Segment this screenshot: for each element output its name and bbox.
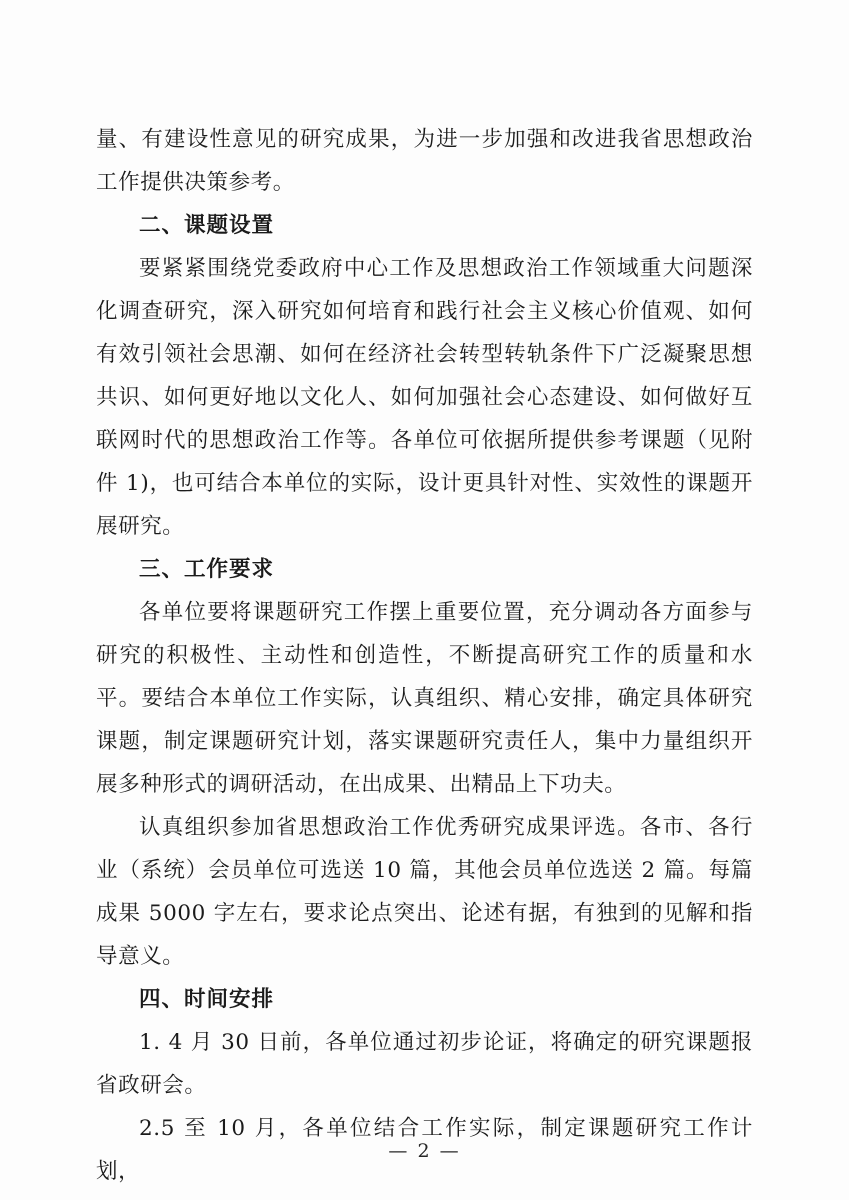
section-heading: 三、工作要求: [139, 557, 275, 582]
body-paragraph: 1. 4 月 30 日前，各单位通过初步论证，将确定的研究课题报省政研会。: [96, 1030, 753, 1098]
section-heading: 四、时间安排: [139, 987, 275, 1012]
body-paragraph: 2.5 至 10 月，各单位结合工作实际，制定课题研究工作计划，: [96, 1116, 753, 1184]
document-body: [96, 118, 753, 1193]
body-paragraph: 各单位要将课题研究工作摆上重要位置，充分调动各方面参与研究的积极性、主动性和创造性，不断提高研究工作的质量和水平。要结合本单位工作实际，认真组织、精心安排，确定具体研究课题，制定课题研究计划，落实课题研究责任人，集中力量组织开展多种形式的调研活动，在出成果、出精品上下功夫。: [96, 600, 753, 797]
page-number: — 2 —: [388, 1140, 461, 1162]
body-paragraph: 认真组织参加省思想政治工作优秀研究成果评选。各市、各行业（系统）会员单位可选送 10 篇，其他会员单位选送 2 篇。每篇成果 5000 字左右，要求论点突出、论述有据，有独到的见解和指导意义。: [96, 815, 753, 969]
body-paragraph: 量、有建设性意见的研究成果，为进一步加强和改进我省思想政治工作提供决策参考。: [96, 127, 753, 195]
section-heading: 二、课题设置: [139, 213, 275, 238]
page-footer: [0, 1140, 849, 1162]
body-paragraph: 要紧紧围绕党委政府中心工作及思想政治工作领域重大问题深化调查研究，深入研究如何培育和践行社会主义核心价值观、如何有效引领社会思潮、如何在经济社会转型转轨条件下广泛凝聚思想共识、如何更好地以文化人、如何加强社会心态建设、如何做好互联网时代的思想政治工作等。各单位可依据所提供参考课题（见附件 1)，也可结合本单位的实际，设计更具针对性、实效性的课题开展研究。: [96, 256, 753, 539]
